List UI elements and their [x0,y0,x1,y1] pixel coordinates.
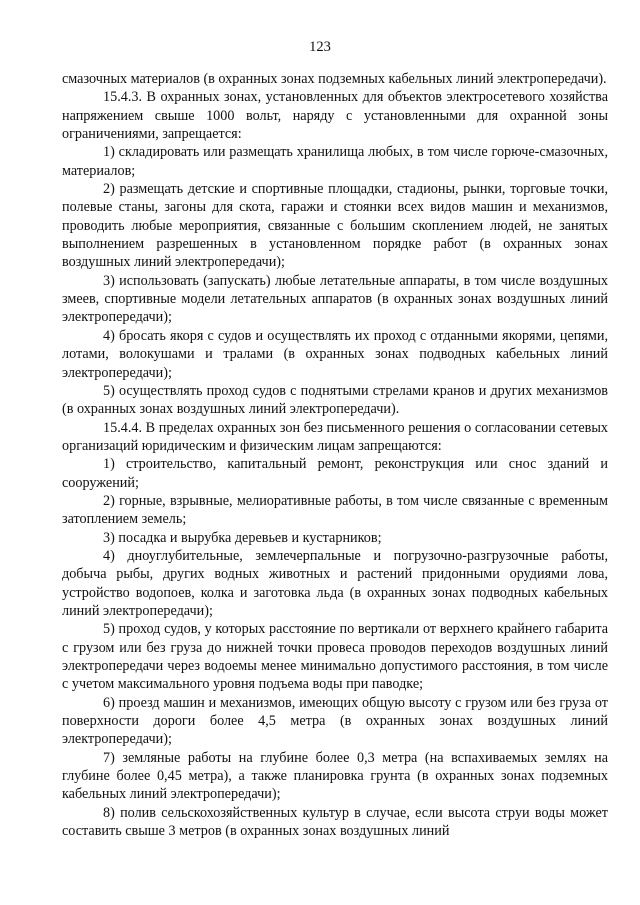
page-number: 123 [309,39,331,55]
list-item: 2) размещать детские и спортивные площадки, стадионы, рынки, торговые точки, полевые станы, загоны для скота, гаражи и стоянки всех видов машин и механизмов, проводить любые мероприятия, связанные с большим скоплением людей, не занятых выполнением разрешенных в установленном порядке работ (в охранных зонах воздушных линий электропередачи); [62,181,608,271]
list-item: 1) строительство, капитальный ремонт, реконструкция или снос зданий и сооружений; [62,456,608,491]
list-item: 2) горные, взрывные, мелиоративные работы, в том числе связанные с временным затоплением земель; [62,492,608,528]
list-item: 5) проход судов, у которых расстояние по вертикали от верхнего крайнего габарита с грузом или без груза до нижней точки провеса проводов переходов воздушных линий электропередачи через водоемы менее минимально допустимого расстояния, в том числе с учетом максимального уровня подъема воды при паводке; [62,621,608,693]
paragraph-continuation: смазочных материалов (в охранных зонах подземных кабельных линий электропередачи). [62,71,607,87]
list-item: 7) земляные работы на глубине более 0,3 метра (на вспахиваемых землях на глубине более 0,45 метра), а также планировка грунта (в охранных зонах подземных кабельных линий электропередачи); [62,749,608,803]
list-item: 1) складировать или размещать хранилища любых, в том числе горюче-смазочных, материалов; [62,144,608,179]
list-item: 3) посадка и вырубка деревьев и кустарников; [103,529,382,546]
paragraph-section-15-4-4: 15.4.4. В пределах охранных зон без письменного решения о согласовании сетевых организаций юридическим и физическим лицам запрещаются: [62,419,608,454]
list-item: 8) полив сельскохозяйственных культур в случае, если высота струи воды может составить свыше 3 метров (в охранных зонах воздушных линий [62,804,608,840]
document-body [62,70,608,840]
list-item: 3) использовать (запускать) любые летательные аппараты, в том числе воздушных змеев, спортивные модели летательных аппаратов (в охранных зонах воздушных линий электропередачи); [62,272,608,326]
list-item: 4) бросать якоря с судов и осуществлять их проход с отданными якорями, цепями, лотами, волокушами и тралами (в охранных зонах подводных кабельных линий электропередачи); [62,327,608,381]
list-item: 4) дноуглубительные, землечерпальные и погрузочно-разгрузочные работы, добыча рыбы, других водных животных и растений придонными орудиями лова, устройство водопоев, колка и заготовка льда (в охранных зонах подводных кабельных линий электропередачи); [62,547,608,619]
paragraph-section-15-4-3: 15.4.3. В охранных зонах, установленных для объектов электросетевого хозяйства напряжением свыше 1000 вольт, наряду с установленными для охранной зоны ограничениями, запрещается: [62,89,608,143]
list-item: 5) осуществлять проход судов с поднятыми стрелами кранов и других механизмов (в охранных зонах воздушных линий электропередачи). [62,382,608,418]
list-item: 6) проезд машин и механизмов, имеющих общую высоту с грузом или без груза от поверхности дороги более 4,5 метра (в охранных зонах воздушных линий электропередачи); [62,694,608,748]
